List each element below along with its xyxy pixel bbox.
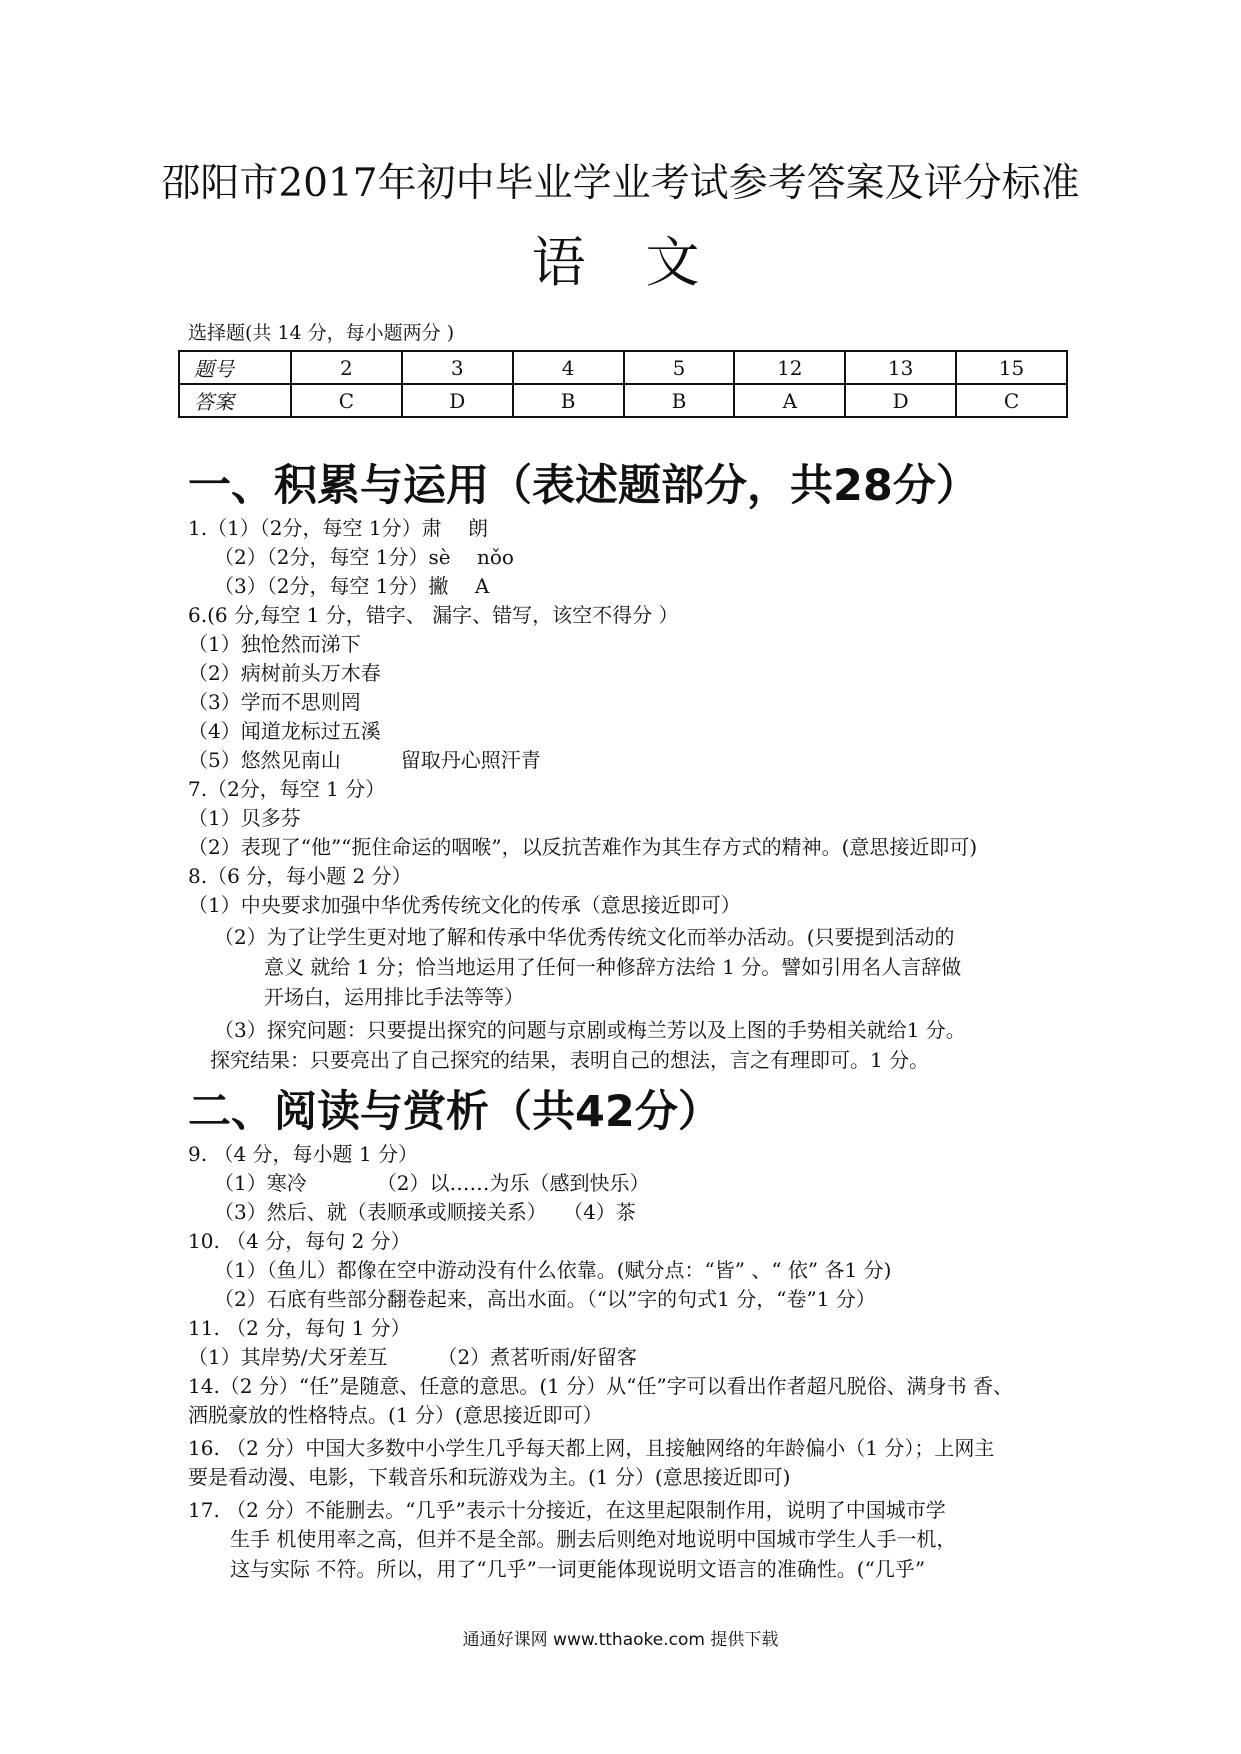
answer-line: 17. （2 分）不能删去。“几乎”表示十分接近，在这里起限制作用，说明了中国城市学 <box>188 1498 946 1522</box>
question-row <box>179 351 1067 384</box>
answer-line: 探究结果：只要亮出了自己探究的结果，表明自己的想法，言之有理即可。1 分。 <box>210 1048 930 1072</box>
answer-letter: D <box>845 384 956 417</box>
answer-line: （1）寒冷 （2）以……为乐（感到快乐） <box>214 1171 650 1195</box>
answer-line: （1）贝多芬 <box>188 806 301 830</box>
answer-line: 14.（2 分）“任”是随意、任意的意思。(1 分）从“任”字可以看出作者超凡脱俗、满身书 香、 <box>188 1374 1014 1398</box>
answer-line: （1）中央要求加强中华优秀传统文化的传承（意思接近即可） <box>188 893 741 917</box>
answer-line: （2）石底有些部分翻卷起来，高出水面。（“以”字的句式1 分，“卷”1 分） <box>214 1287 876 1311</box>
answer-line: 1.（1）（2分，每空 1分）肃 朗 <box>188 516 488 540</box>
question-number: 5 <box>624 351 735 384</box>
answer-line: （3）学而不思则罔 <box>188 690 361 714</box>
answer-letter: B <box>513 384 624 417</box>
answer-line: 生手 机使用率之高，但并不是全部。删去后则绝对地说明中国城市学生人手一机， <box>230 1527 957 1551</box>
answer-line: （2）病树前头万木春 <box>188 661 381 685</box>
answer-line: 7.（2分，每空 1 分） <box>188 777 386 801</box>
row-header-question: 题号 <box>179 351 291 384</box>
section-heading-2: 二、阅读与赏析（共42分） <box>188 1087 721 1137</box>
answer-line: 10. （4 分，每句 2 分） <box>188 1229 411 1253</box>
answer-line: （1）（鱼儿）都像在空中游动没有什么依靠。(赋分点：“皆” 、“ 依” 各1 分) <box>214 1258 892 1282</box>
question-number: 4 <box>513 351 624 384</box>
question-number: 2 <box>291 351 402 384</box>
section-heading-1: 一、积累与运用（表述题部分，共28分） <box>188 461 979 511</box>
answer-letter: C <box>956 384 1067 417</box>
answer-line: 16. （2 分）中国大多数中小学生几乎每天都上网，且接触网络的年龄偏小（1 分）；上网主 <box>188 1436 995 1460</box>
row-header-answer: 答案 <box>179 384 291 417</box>
answer-line: （3）探究问题：只要提出探究的问题与京剧或梅兰芳以及上图的手势相关就给1 分。 <box>214 1018 966 1042</box>
answer-line: 8.（6 分，每小题 2 分） <box>188 864 412 888</box>
answer-line: （4）闻道龙标过五溪 <box>188 719 381 743</box>
answer-line: 开场白，运用排比手法等等） <box>264 985 524 1009</box>
answer-line: （3）（2分，每空 1分）撇 A <box>214 574 490 598</box>
document-title: 邵阳市2017年初中毕业学业考试参考答案及评分标准 <box>161 161 1080 206</box>
answer-letter: C <box>291 384 402 417</box>
choice-section-label: 选择题(共 14 分，每小题两分 ) <box>188 322 455 344</box>
answer-line: （1）独怆然而涕下 <box>188 632 361 656</box>
answer-line: （2）（2分，每空 1分）sè nǒo <box>214 545 514 569</box>
answer-table <box>178 350 1068 418</box>
footer-source: 通通好课网 www.tthaoke.com 提供下载 <box>462 1630 779 1650</box>
subject-title: 语文 <box>531 231 760 294</box>
answer-line: 这与实际 不符。所以，用了“几乎”一词更能体现说明文语言的准确性。(“几乎” <box>230 1557 926 1581</box>
question-number: 15 <box>956 351 1067 384</box>
answer-line: 9. （4 分，每小题 1 分） <box>188 1142 418 1166</box>
answer-line: （2）表现了“他”“扼住命运的咽喉”，以反抗苦难作为其生存方式的精神。(意思接近即可) <box>188 835 978 859</box>
answer-line: （2）为了让学生更对地了解和传承中华优秀传统文化而举办活动。(只要提到活动的 <box>214 925 955 949</box>
answer-letter: B <box>624 384 735 417</box>
answer-line: （5）悠然见南山 留取丹心照汗青 <box>188 748 541 772</box>
answer-line: 要是看动漫、电影，下载音乐和玩游戏为主。(1 分）(意思接近即可) <box>188 1465 791 1489</box>
answer-letter: D <box>402 384 513 417</box>
question-number: 3 <box>402 351 513 384</box>
answer-line: 11. （2 分，每句 1 分） <box>188 1316 411 1340</box>
answer-line: 洒脱豪放的性格特点。(1 分）(意思接近即可） <box>188 1403 603 1427</box>
answer-line: （3）然后、就（表顺承或顺接关系） （4）茶 <box>214 1200 636 1224</box>
answer-letter: A <box>734 384 845 417</box>
answer-line: 意义 就给 1 分；恰当地运用了任何一种修辞方法给 1 分。譬如引用名人言辞做 <box>264 955 962 979</box>
answer-line: （1）其岸势/犬牙差互 （2）煮茗听雨/好留客 <box>188 1345 637 1369</box>
answer-row <box>179 384 1067 417</box>
answer-line: 6.(6 分,每空 1 分，错字、 漏字、错写，该空不得分 ） <box>188 603 679 627</box>
question-number: 13 <box>845 351 956 384</box>
question-number: 12 <box>734 351 845 384</box>
